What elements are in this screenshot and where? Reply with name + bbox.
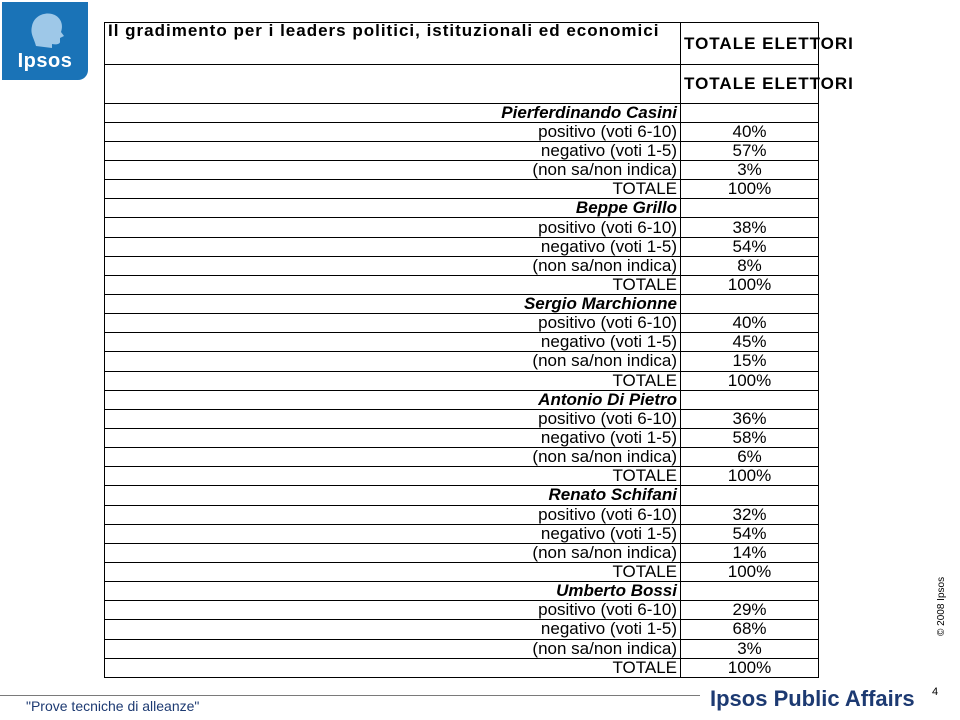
row-label: negativo (voti 1-5): [105, 524, 681, 543]
row-label: positivo (voti 6-10): [105, 314, 681, 333]
row-label: negativo (voti 1-5): [105, 333, 681, 352]
leader-name: Pierferdinando Casini: [105, 103, 681, 122]
row-value: 38%: [681, 218, 819, 237]
row-value: 40%: [681, 122, 819, 141]
table-subheader-row: [105, 65, 819, 103]
table-row: [105, 639, 819, 658]
table-row: [105, 180, 819, 199]
leader-header-row: [105, 390, 819, 409]
row-value: 100%: [681, 275, 819, 294]
brand-wordmark: Ipsos Public Affairs: [710, 686, 915, 711]
table-row: [105, 141, 819, 160]
table-row: [105, 409, 819, 428]
row-value: 54%: [681, 524, 819, 543]
empty-cell: [681, 295, 819, 314]
table-row: [105, 428, 819, 447]
table-row: [105, 333, 819, 352]
empty-cell: [681, 390, 819, 409]
leader-header-row: [105, 103, 819, 122]
row-label: negativo (voti 1-5): [105, 237, 681, 256]
row-value: 40%: [681, 314, 819, 333]
row-label: TOTALE: [105, 371, 681, 390]
footer-divider: [0, 695, 700, 696]
page-number: 4: [932, 686, 939, 698]
row-value: 36%: [681, 409, 819, 428]
row-value: 100%: [681, 562, 819, 581]
leader-header-row: [105, 486, 819, 505]
row-value: 14%: [681, 543, 819, 562]
row-value: 8%: [681, 256, 819, 275]
row-value: 29%: [681, 601, 819, 620]
leader-name: Renato Schifani: [105, 486, 681, 505]
table-title-row: [105, 23, 819, 65]
footer-caption: "Prove tecniche di alleanze": [26, 698, 200, 714]
row-value: 68%: [681, 620, 819, 639]
row-label: positivo (voti 6-10): [105, 601, 681, 620]
table-row: [105, 161, 819, 180]
table-row: [105, 601, 819, 620]
table-row: [105, 467, 819, 486]
row-label: negativo (voti 1-5): [105, 620, 681, 639]
row-value: 100%: [681, 658, 819, 677]
row-value: 100%: [681, 371, 819, 390]
table-row: [105, 352, 819, 371]
row-label: TOTALE: [105, 275, 681, 294]
table-row: [105, 658, 819, 677]
row-value: 58%: [681, 428, 819, 447]
leader-header-row: [105, 199, 819, 218]
table-row: [105, 543, 819, 562]
ipsos-logo: [2, 2, 88, 80]
row-value: 32%: [681, 505, 819, 524]
table-row: [105, 314, 819, 333]
leader-name: Antonio Di Pietro: [105, 390, 681, 409]
leader-header-row: [105, 582, 819, 601]
row-label: negativo (voti 1-5): [105, 428, 681, 447]
column-header: TOTALE ELETTORI: [681, 23, 819, 65]
table-row: [105, 562, 819, 581]
leader-name: Sergio Marchionne: [105, 295, 681, 314]
empty-cell: [105, 65, 681, 103]
table-row: [105, 122, 819, 141]
empty-cell: [681, 582, 819, 601]
table-row: [105, 524, 819, 543]
leader-name: Umberto Bossi: [105, 582, 681, 601]
empty-cell: [681, 199, 819, 218]
row-label: TOTALE: [105, 467, 681, 486]
leader-name: Beppe Grillo: [105, 199, 681, 218]
empty-cell: [681, 486, 819, 505]
table-row: [105, 371, 819, 390]
row-label: TOTALE: [105, 658, 681, 677]
row-label: TOTALE: [105, 562, 681, 581]
column-subheader: TOTALE ELETTORI: [681, 65, 819, 103]
copyright-notice: © 2008 Ipsos: [936, 576, 947, 636]
row-value: 6%: [681, 448, 819, 467]
row-label: (non sa/non indica): [105, 448, 681, 467]
row-label: positivo (voti 6-10): [105, 218, 681, 237]
row-label: (non sa/non indica): [105, 256, 681, 275]
row-label: positivo (voti 6-10): [105, 505, 681, 524]
row-label: positivo (voti 6-10): [105, 122, 681, 141]
table-row: [105, 256, 819, 275]
logo-text: Ipsos: [17, 50, 73, 72]
row-value: 3%: [681, 639, 819, 658]
table-title: Il gradimento per i leaders politici, istituzionali ed economici: [105, 23, 681, 65]
row-value: 45%: [681, 333, 819, 352]
row-value: 100%: [681, 180, 819, 199]
row-label: positivo (voti 6-10): [105, 409, 681, 428]
row-value: 54%: [681, 237, 819, 256]
row-label: negativo (voti 1-5): [105, 141, 681, 160]
row-label: (non sa/non indica): [105, 543, 681, 562]
table-row: [105, 237, 819, 256]
row-value: 15%: [681, 352, 819, 371]
ratings-table-body: [105, 21, 854, 678]
row-value: 3%: [681, 161, 819, 180]
table-row: [105, 505, 819, 524]
table-row: [105, 218, 819, 237]
row-label: (non sa/non indica): [105, 639, 681, 658]
row-value: 100%: [681, 467, 819, 486]
row-value: 57%: [681, 141, 819, 160]
empty-cell: [681, 103, 819, 122]
row-label: (non sa/non indica): [105, 352, 681, 371]
row-label: (non sa/non indica): [105, 161, 681, 180]
table-row: [105, 275, 819, 294]
head-silhouette-icon: [24, 10, 66, 50]
table-row: [105, 448, 819, 467]
leader-header-row: [105, 295, 819, 314]
row-label: TOTALE: [105, 180, 681, 199]
ratings-table: [104, 21, 854, 678]
table-row: [105, 620, 819, 639]
